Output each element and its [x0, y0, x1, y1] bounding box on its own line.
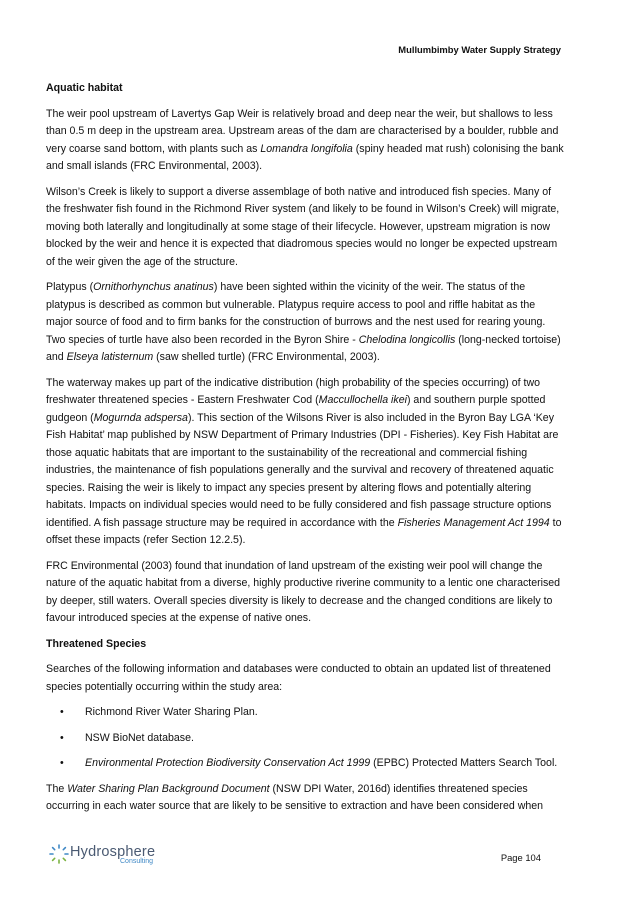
running-header: Mullumbimby Water Supply Strategy — [398, 44, 561, 55]
hydrosphere-logo-icon — [48, 843, 70, 865]
paragraph: Searches of the following information and databases were conducted to obtain an updated list of threatened species potentially occurring within the study area: — [46, 663, 551, 693]
section-heading-threatened-species: Threatened Species — [46, 637, 147, 650]
list-item: • NSW BioNet database. — [46, 730, 564, 748]
logo-subtext: Consulting — [120, 858, 154, 865]
paragraph: Platypus (Ornithorhynchus anatinus) have been sighted within the vicinity of the weir. The status of the platypus is described as common but vulnerable. Platypus require access to pool and riffle habitat as the major source of food and to firm banks for the construction of burrows and the nest used for rearing young. Two species of turtle have also been recorded in the Byron Shire - Chelodina longicollis (long-necked tortoise) and Elseya latisternum (saw shelled turtle) (FRC Environmental, 2003). — [46, 281, 561, 363]
paragraph: The waterway makes up part of the indicative distribution (high probability of the species occurring) of two freshwater threatened species - Eastern Freshwater Cod (Maccullochella ikei) and southern purple spotted gudgeon (Mogurnda adspersa). This section of the Wilsons River is also included in the Byron Bay LGA ‘Key Fish Habitat’ map published by NSW Department of Primary Industries (DPI - Fisheries). Key Fish Habitat are those aquatic habitats that are important to the sustainability of the recreational and commercial fishing industries, the maintenance of fish populations generally and the survival and recovery of threatened aquatic species. Raising the weir is likely to impact any species present by altering flows and potentially altering habitats. Impacts on individual species would need to be fully considered and fish passage structure options identified. A fish passage structure may be required in accordance with the Fisheries Management Act 1994 to offset these impacts (refer Section 12.2.5). — [46, 376, 562, 546]
paragraph: The weir pool upstream of Lavertys Gap Weir is relatively broad and deep near the weir, but shallows to less than 0.5 m deep in the upstream area. Upstream areas of the dam are characterised by a boulder, rubble and very coarse sand bottom, with plants such as Lomandra longifolia (spiny headed mat rush) colonising the bank and small islands (FRC Environmental, 2003). — [46, 107, 564, 172]
logo-wordmark: Hydrosphere — [70, 844, 156, 860]
section-heading-aquatic-habitat: Aquatic habitat — [46, 82, 123, 94]
paragraph: The Water Sharing Plan Background Document (NSW DPI Water, 2016d) identifies threatened species occurring in each water source that are likely to be sensitive to extraction and have been considered when — [46, 782, 544, 812]
list-item: • Richmond River Water Sharing Plan. — [46, 704, 564, 722]
bullet-list — [46, 704, 564, 773]
list-item: • Environmental Protection Biodiversity Conservation Act 1999 (EPBC) Protected Matters Search Tool. — [46, 755, 564, 773]
hydrosphere-logo — [48, 843, 188, 867]
page-number: Page 104 — [500, 852, 541, 863]
paragraph: FRC Environmental (2003) found that inundation of land upstream of the existing weir pool will change the nature of the aquatic habitat from a diverse, highly productive riverine community to a lentic one characterised by deeper, still waters. Overall species diversity is likely to decrease and the changed conditions are likely to favour introduced species at the expense of native ones. — [46, 559, 561, 624]
document-body — [46, 80, 564, 824]
paragraph: Wilson’s Creek is likely to support a diverse assemblage of both native and introduced fish species. Many of the freshwater fish found in the Richmond River system (and likely to be found in Wilson’s Creek) will migrate, moving both laterally and longitudinally at some stage of their lifecycle. However, upstream migration is now blocked by the weir and hence it is expected that diadromous species would no longer be expected upstream of the weir given the age of the structure. — [46, 185, 560, 268]
